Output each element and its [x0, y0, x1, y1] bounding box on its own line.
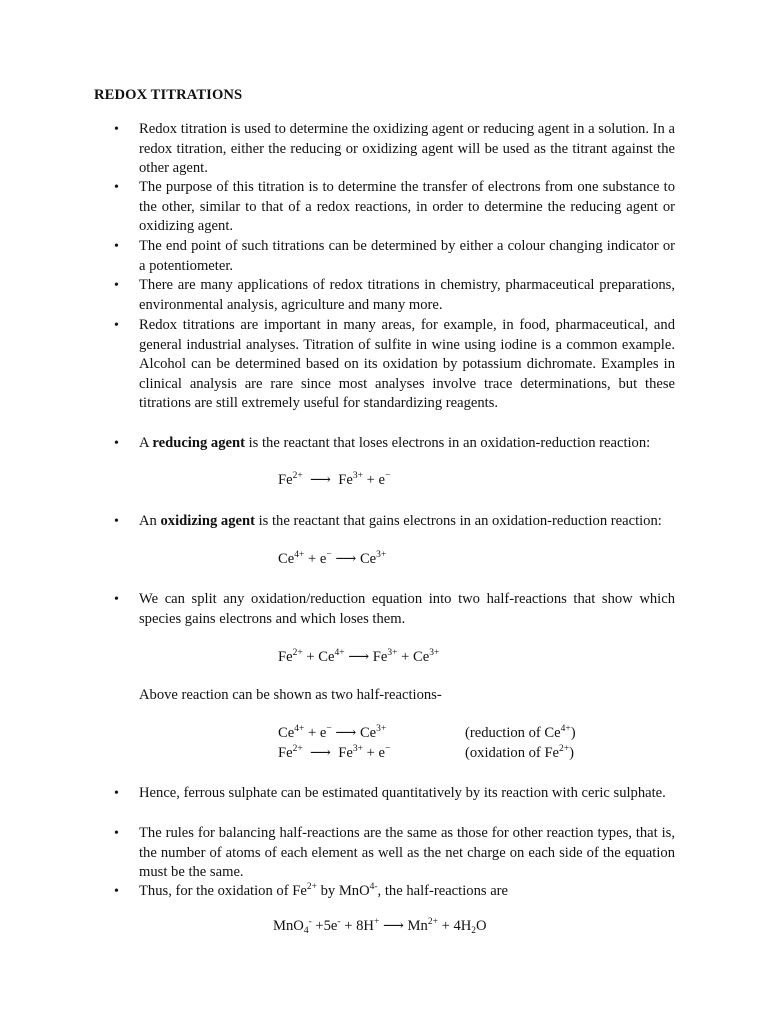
list-item: We can split any oxidation/reduction equation into two half-reactions that show which species gains electrons and which loses them.: [139, 591, 675, 627]
list-item: The end point of such titrations can be determined by either a colour changing indicator or a potentiometer.: [139, 238, 675, 274]
list-item: Redox titrations are important in many areas, for example, in food, pharmaceutical, and general industrial analyses. Titration of sulfite in wine using iodine is a common example. Alcohol can be determined based on its oxidation by potassium dichromate. Examples in clinical analysis are rare since most analyses involve trace determinations, but these titrations are still extremely useful for standardizing reagents.: [139, 317, 675, 412]
oxidizing-equation: $Ce^{4+} + e^-$ ⟶ $Ce^{3+}$: [278, 550, 387, 567]
list-item: There are many applications of redox titrations in chemistry, pharmaceutical preparations, environmental analysis, agriculture and many more.: [139, 277, 675, 313]
reducing-equation: $Fe^{2+}$ ⟶ $Fe^{3+} + e^-$: [278, 471, 391, 488]
page-title: REDOX TITRATIONS: [94, 87, 243, 103]
bullet-icon: [114, 316, 124, 326]
permanganate-equation: MnO$_4$- +5e- + 8H+ ⟶ $Mn^{2+} + 4H_2O$: [273, 917, 487, 936]
bullet-icon: [114, 824, 124, 834]
bullet-icon: [114, 276, 124, 286]
list-item: The purpose of this titration is to determine the transfer of electrons from one substance to the other, similar to that of a redox reactions, in order to determine the reducing agent or oxidizing agent.: [139, 179, 675, 235]
oxidizing-agent-item: An oxidizing agent is the reactant that gains electrons in an oxidation-reduction reaction:: [139, 513, 662, 529]
reducing-agent-term: reducing agent: [152, 435, 245, 451]
half-reaction-reduction: $Ce^{4+} + e^-$ ⟶ $Ce^{3+}$: [278, 724, 387, 741]
oxidation-label: (oxidation of $Fe^{2+}$): [465, 744, 575, 761]
bullet-icon: [114, 882, 124, 892]
bullet-icon: [114, 784, 124, 794]
thus-item: Thus, for the oxidation of $Fe^{2+}$ by MnO$^{4-}$, the half-reactions are: [139, 882, 509, 899]
bullet-icon: [114, 120, 124, 130]
bullet-icon: [114, 590, 124, 600]
reducing-agent-item: A reducing agent is the reactant that loses electrons in an oxidation-reduction reaction:: [139, 435, 651, 451]
list-item: The rules for balancing half-reactions are the same as those for other reaction types, that is, the number of atoms of each element as well as the net charge on each side of the equation must be the same.: [139, 825, 675, 881]
bullet-icon: [114, 237, 124, 247]
oxidizing-agent-term: oxidizing agent: [160, 513, 255, 529]
reduction-label: (reduction of $Ce^{4+}$): [465, 724, 576, 741]
above-text: Above reaction can be shown as two half-reactions-: [139, 687, 442, 703]
list-item: Redox titration is used to determine the oxidizing agent or reducing agent in a solution. In a redox titration, either the reducing or oxidizing agent will be used as the titrant against the other agent.: [139, 121, 675, 177]
overall-equation: $Fe^{2+} + Ce^{4+}$ ⟶ $Fe^{3+} + Ce^{3+}$: [278, 648, 440, 665]
list-item: Hence, ferrous sulphate can be estimated quantitatively by its reaction with ceric sulphate.: [139, 785, 666, 801]
bullet-icon: [114, 512, 124, 522]
half-reaction-oxidation: $Fe^{2+}$ ⟶ $Fe^{3+} + e^-$: [278, 744, 391, 761]
bullet-icon: [114, 178, 124, 188]
bullet-icon: [114, 434, 124, 444]
